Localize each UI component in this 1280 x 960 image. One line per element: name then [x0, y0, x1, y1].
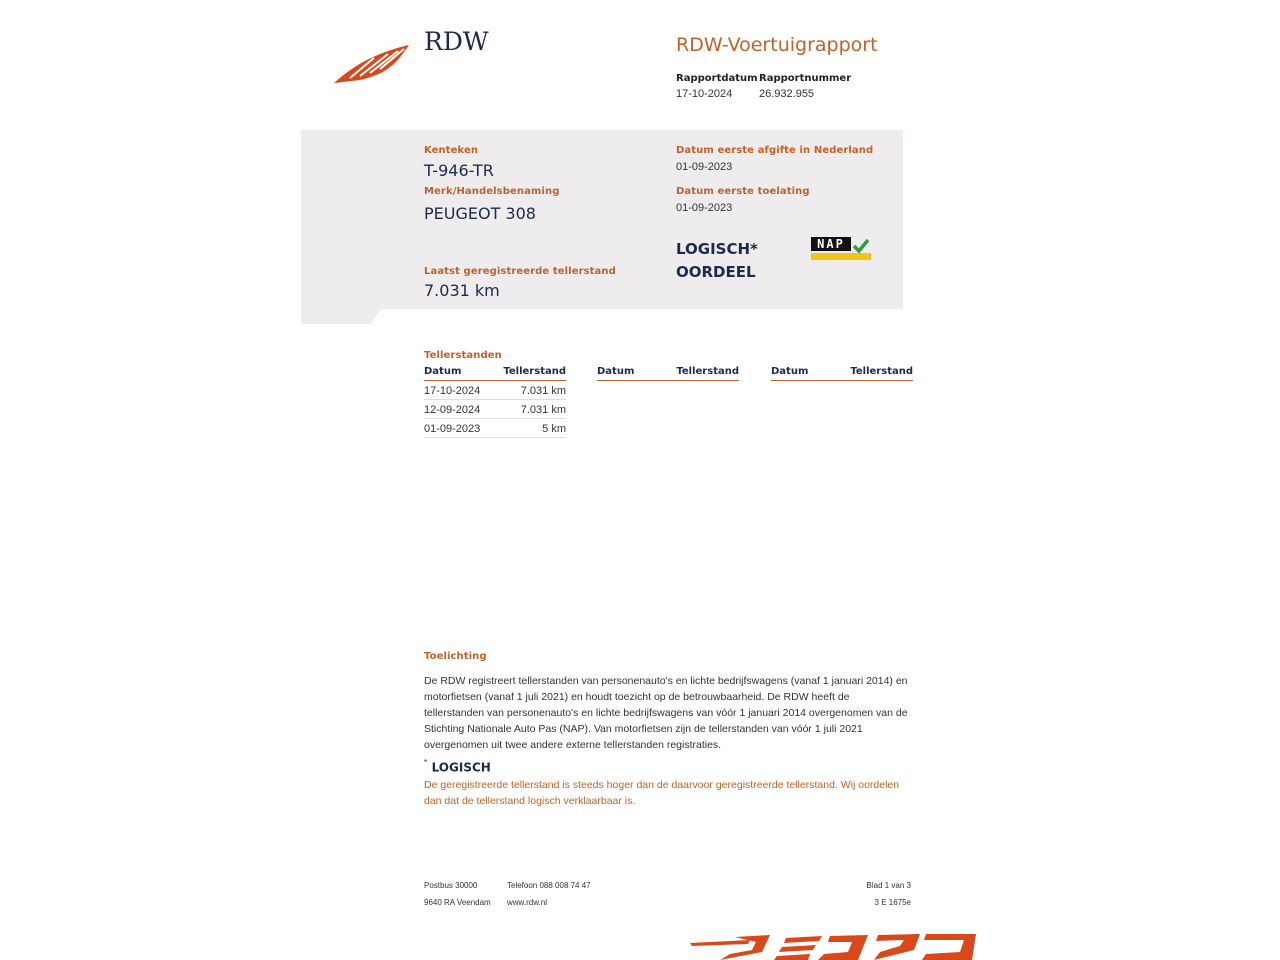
rdw-stripes-decoration: [690, 934, 982, 960]
col-value-header: Tellerstand: [676, 366, 739, 377]
table-row: [424, 381, 566, 400]
nap-badge: [811, 237, 871, 260]
row-value: 7.031 km: [520, 385, 566, 397]
logisch-body: De geregistreerde tellerstand is steeds hoger dan de daarvoor geregistreerde tellerstand. Wij oordelen dan dat de tellerstand logisch verklaarbaar is.: [424, 779, 900, 807]
readings-section-label: Tellerstanden: [424, 350, 502, 361]
explanation-body: De RDW registreert tellerstanden van personenauto's en lichte bedrijfswagens (vanaf 1 januari 2014) en motorfietsen (vanaf 1 juli 2021) en houdt toezicht op de betrouwbaarheid. De RDW heeft de tellerstanden van personenauto's en lichte bedrijfswagens van vóór 1 januari 2014 overgenomen van de Stichting Nationale Auto Pas (NAP). Van motorfietsen zijn de tellerstanden van vóór 1 juli 2021 overgenomen uit twee andere externe tellerstanden registraties.: [424, 675, 908, 751]
first-nl-label: Datum eerste afgifte in Nederland: [676, 145, 874, 156]
vehicle-panel: [301, 130, 903, 309]
footer-city: 9640 RA Veendam: [424, 898, 491, 907]
footer-code: 3 E 1675e: [874, 898, 911, 907]
make: PEUGEOT 308: [424, 204, 536, 223]
first-admission-label: Datum eerste toelating: [676, 186, 810, 197]
logisch-title: LOGISCH: [431, 760, 491, 775]
readings-table-3: [771, 366, 913, 381]
first-nl: 01-09-2023: [676, 161, 733, 173]
logisch-heading: [424, 758, 491, 776]
readings-table-2: [597, 366, 739, 381]
asterisk: *: [424, 758, 428, 767]
footer-postbus: Postbus 30000: [424, 881, 478, 890]
row-date: 12-09-2024: [424, 404, 481, 416]
col-date-header: Datum: [771, 366, 809, 377]
brand-name: RDW: [424, 27, 489, 56]
plate-label: Kenteken: [424, 145, 479, 156]
plate: T-946-TR: [424, 161, 494, 180]
panel-tab-decoration: [301, 308, 381, 324]
verdict-line1: LOGISCH*: [676, 240, 758, 258]
nap-badge-text: NAP: [811, 237, 851, 251]
table-header: [771, 366, 913, 381]
footer-phone: Telefoon 088 008 74 47: [507, 881, 591, 890]
explanation-title: Toelichting: [424, 651, 487, 662]
footer-web-link[interactable]: www.rdw.nl: [507, 898, 548, 907]
row-value: 5 km: [542, 423, 566, 435]
row-value: 7.031 km: [520, 404, 566, 416]
first-admission: 01-09-2023: [676, 202, 733, 214]
row-date: 01-09-2023: [424, 423, 481, 435]
row-date: 17-10-2024: [424, 385, 481, 397]
col-value-header: Tellerstand: [850, 366, 913, 377]
readings-table-1: [424, 366, 566, 438]
table-row: [424, 400, 566, 419]
rdw-feather-logo-icon: [330, 40, 414, 88]
table-header: [424, 366, 566, 381]
table-header: [597, 366, 739, 381]
footer-page: Blad 1 van 3: [866, 881, 911, 890]
col-date-header: Datum: [597, 366, 635, 377]
report-number: 26.932.955: [759, 88, 815, 100]
table-row: [424, 419, 566, 438]
make-label: Merk/Handelsbenaming: [424, 186, 560, 197]
last-odometer-label: Laatst geregistreerde tellerstand: [424, 266, 616, 277]
report-title: RDW-Voertuigrapport: [676, 34, 878, 56]
col-date-header: Datum: [424, 366, 462, 377]
verdict-line2: OORDEEL: [676, 263, 756, 281]
report-date: 17-10-2024: [676, 88, 733, 100]
report-number-label: Rapportnummer: [759, 73, 852, 84]
last-odometer: 7.031 km: [424, 281, 500, 300]
checkmark-icon: [852, 237, 870, 255]
report-date-label: Rapportdatum: [676, 73, 758, 84]
col-value-header: Tellerstand: [503, 366, 566, 377]
